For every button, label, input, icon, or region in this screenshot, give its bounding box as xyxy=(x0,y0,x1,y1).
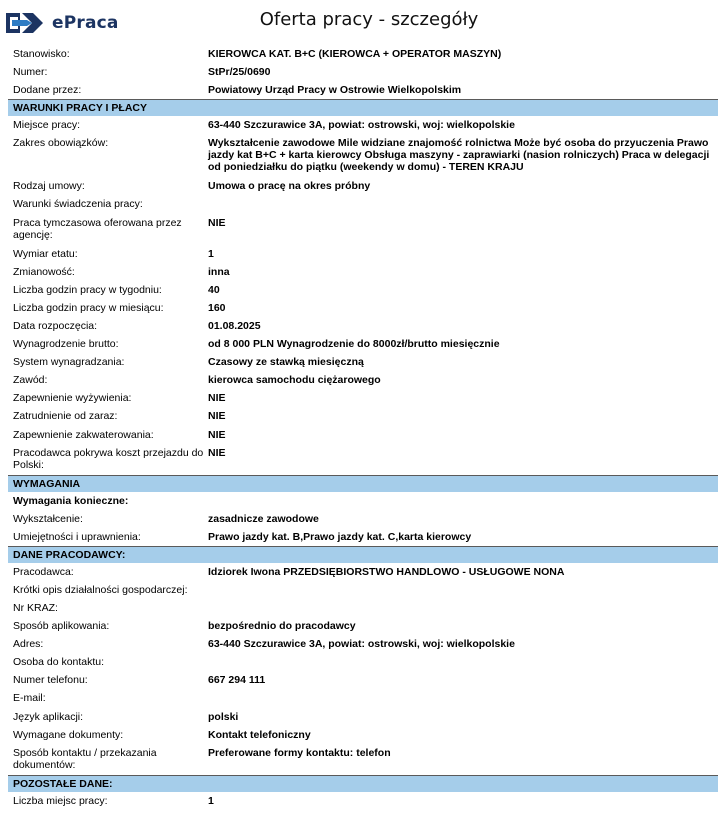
field-row xyxy=(8,528,718,546)
field-value: 01.08.2025 xyxy=(208,319,261,332)
section-header-pracodawca: DANE PRACODAWCY: xyxy=(8,546,718,563)
field-label: Numer: xyxy=(13,66,48,79)
field-row xyxy=(8,81,718,99)
section-header-wymagania: WYMAGANIA xyxy=(8,475,718,492)
field-label: Data rozpoczęcia: xyxy=(13,319,98,332)
field-value: 160 xyxy=(208,301,226,314)
field-value: Czasowy ze stawką miesięczną xyxy=(208,356,364,369)
field-label: Zakres obowiązków: xyxy=(13,137,109,150)
field-row xyxy=(8,444,718,475)
field-row xyxy=(8,299,718,317)
offer-details xyxy=(8,45,718,810)
field-value: polski xyxy=(208,710,239,723)
section-header-warunki: WARUNKI PRACY I PŁACY xyxy=(8,99,718,116)
field-value: KIEROWCA KAT. B+C (KIEROWCA + OPERATOR MASZYN) xyxy=(208,48,502,60)
field-row xyxy=(8,635,718,653)
field-value: Idziorek Iwona PRZEDSIĘBIORSTWO HANDLOWO - USŁUGOWE NONA xyxy=(208,565,565,578)
field-label: Zatrudnienie od zaraz: xyxy=(13,410,118,423)
field-label: Sposób aplikowania: xyxy=(13,620,110,633)
field-value: NIE xyxy=(208,216,226,229)
field-row xyxy=(8,45,718,63)
field-value: 63-440 Szczurawice 3A, powiat: ostrowski, woj: wielkopolskie xyxy=(208,119,515,132)
field-row xyxy=(8,426,718,444)
page-title: Oferta pracy - szczegóły xyxy=(259,9,479,30)
field-label: Sposób kontaktu / przekazania dokumentów: xyxy=(13,746,157,771)
field-row xyxy=(8,581,718,599)
field-row xyxy=(8,563,718,581)
field-row xyxy=(8,116,718,134)
field-label: Dodane przez: xyxy=(13,84,82,97)
field-value: Preferowane formy kontaktu: telefon xyxy=(208,746,391,759)
field-value: StPr/25/0690 xyxy=(208,66,271,79)
field-label: Język aplikacji: xyxy=(13,710,84,723)
field-label: Warunki świadczenia pracy: xyxy=(13,198,143,211)
field-value: zasadnicze zawodowe xyxy=(208,512,319,525)
field-row xyxy=(8,353,718,371)
field-row xyxy=(8,689,718,707)
field-value: Umowa o pracę na okres próbny xyxy=(208,180,371,193)
field-row xyxy=(8,389,718,407)
field-value: NIE xyxy=(208,410,226,423)
field-value: inna xyxy=(208,265,230,278)
field-row xyxy=(8,281,718,299)
field-row xyxy=(8,708,718,726)
field-value: Powiatowy Urząd Pracy w Ostrowie Wielkopolskim xyxy=(208,84,462,97)
field-label: Wymagane dokumenty: xyxy=(13,728,124,741)
field-row xyxy=(8,407,718,425)
field-label: Liczba godzin pracy w tygodniu: xyxy=(13,283,162,296)
field-row xyxy=(8,63,718,81)
field-row xyxy=(8,726,718,744)
field-label: Praca tymczasowa oferowana przez agencję: xyxy=(13,216,182,241)
subsection-heading: Wymagania konieczne: xyxy=(13,494,129,507)
field-label: Rodzaj umowy: xyxy=(13,180,85,193)
field-value: 1 xyxy=(208,794,214,807)
field-value: 63-440 Szczurawice 3A, powiat: ostrowski, woj: wielkopolskie xyxy=(208,638,515,651)
field-row xyxy=(8,263,718,281)
field-value: kierowca samochodu ciężarowego xyxy=(208,374,381,387)
field-row xyxy=(8,792,718,810)
field-label: Pracodawca: xyxy=(13,565,74,578)
field-row xyxy=(8,335,718,353)
field-label: Numer telefonu: xyxy=(13,674,88,687)
field-value: NIE xyxy=(208,392,226,405)
logo-text: ePraca xyxy=(52,13,119,33)
field-label: Wynagrodzenie brutto: xyxy=(13,338,119,351)
field-label: Nr KRAZ: xyxy=(13,601,58,614)
field-label: Pracodawca pokrywa koszt przejazdu do Polski: xyxy=(13,446,204,471)
field-label: Miejsce pracy: xyxy=(13,119,81,132)
field-value xyxy=(208,653,718,671)
field-row xyxy=(8,214,718,245)
field-label: Wymiar etatu: xyxy=(13,247,78,260)
field-label: Stanowisko: xyxy=(13,48,70,60)
field-value xyxy=(208,581,718,599)
field-label: Wykształcenie: xyxy=(13,512,83,525)
field-value: bezpośrednio do pracodawcy xyxy=(208,620,356,633)
field-value xyxy=(208,599,718,617)
field-value: NIE xyxy=(208,446,226,459)
field-value: 667 294 111 xyxy=(208,674,266,687)
field-value: 40 xyxy=(208,283,220,296)
field-row xyxy=(8,510,718,528)
field-label: Liczba miejsc pracy: xyxy=(13,794,108,807)
field-row xyxy=(8,177,718,195)
field-label: Adres: xyxy=(13,638,44,651)
field-label: Osoba do kontaktu: xyxy=(13,656,105,669)
field-row xyxy=(8,617,718,635)
field-row xyxy=(8,134,718,177)
field-label: Zapewnienie wyżywienia: xyxy=(13,392,132,405)
field-label: System wynagradzania: xyxy=(13,356,125,369)
field-row xyxy=(8,599,718,617)
field-value xyxy=(208,689,718,707)
field-value: Wykształcenie zawodowe Mile widziane znajomość rolnictwa Może być osoba do przyuczenia Prawo jazdy kat B+C + karta kierowcy Obsługa maszyny - zaprawiarki (nasion rolniczych) Praca w delegacji od poniedziałku do piątku (weekendy w domu) - TEREN KRAJU xyxy=(208,137,710,174)
field-label: Zapewnienie zakwaterowania: xyxy=(13,428,154,441)
field-label: Krótki opis działalności gospodarczej: xyxy=(13,583,188,596)
field-row xyxy=(8,195,718,213)
field-row xyxy=(8,317,718,335)
field-value: 1 xyxy=(208,247,214,260)
field-value: Kontakt telefoniczny xyxy=(208,728,311,741)
field-value: NIE xyxy=(208,428,226,441)
field-row xyxy=(8,671,718,689)
field-row xyxy=(8,653,718,671)
section-header-pozostale: POZOSTAŁE DANE: xyxy=(8,775,718,792)
field-value xyxy=(208,195,718,213)
field-label: Liczba godzin pracy w miesiącu: xyxy=(13,301,164,314)
field-label: Zawód: xyxy=(13,374,48,387)
field-value: Prawo jazdy kat. B,Prawo jazdy kat. C,karta kierowcy xyxy=(208,530,472,543)
field-row xyxy=(8,371,718,389)
field-label: Zmianowość: xyxy=(13,265,75,278)
field-value: od 8 000 PLN Wynagrodzenie do 8000zł/brutto miesięcznie xyxy=(208,338,500,351)
field-row xyxy=(8,744,718,775)
field-label: E-mail: xyxy=(13,692,46,705)
field-label: Umiejętności i uprawnienia: xyxy=(13,530,141,543)
field-row xyxy=(8,245,718,263)
